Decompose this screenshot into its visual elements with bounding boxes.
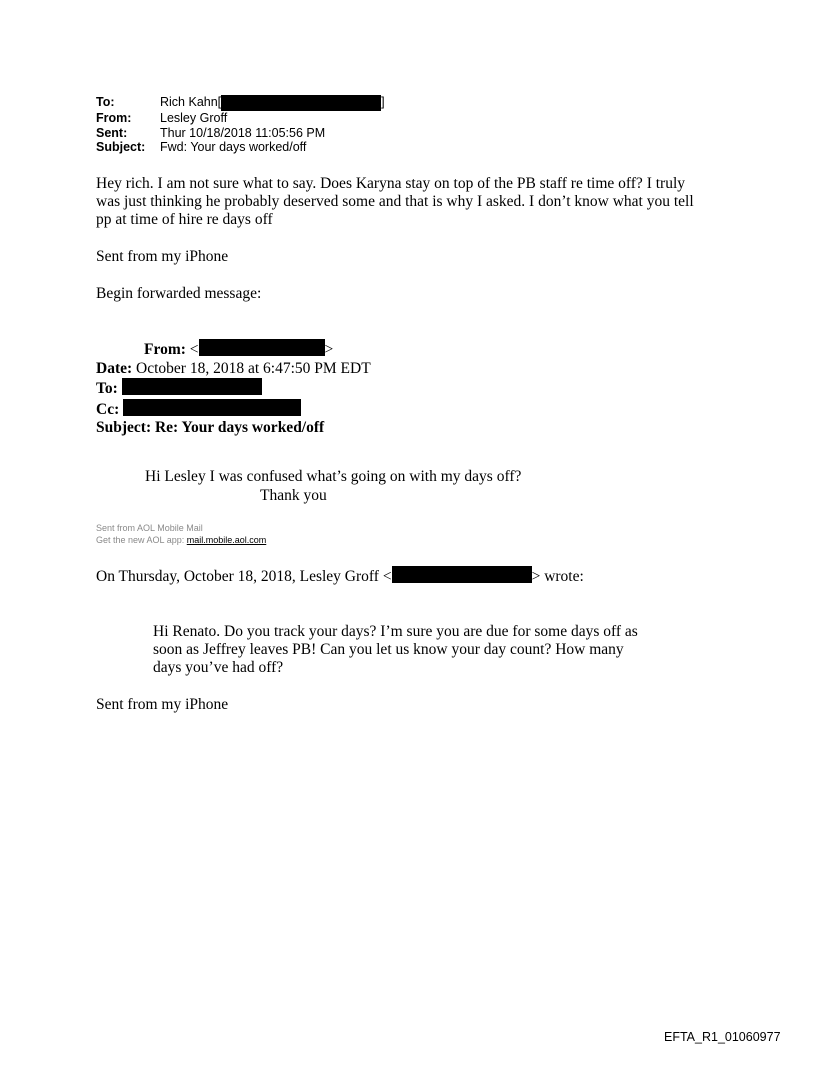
header-from-row — [96, 111, 385, 126]
begin-forwarded: Begin forwarded message: — [96, 285, 262, 302]
aol-line: Sent from AOL Mobile Mail — [96, 523, 203, 533]
fwd-from-open: < — [189, 341, 199, 358]
fwd-date-label: Date: — [96, 359, 133, 377]
aol-signature — [96, 523, 266, 546]
sent-from-iphone: Sent from my iPhone — [96, 248, 229, 265]
redaction-block — [122, 378, 262, 395]
from-value: Lesley Groff — [160, 111, 228, 125]
redaction-block — [392, 566, 532, 583]
fwd-date-row — [96, 360, 371, 379]
sent-label: Sent: — [96, 125, 128, 140]
to-value: Rich Kahn[ — [160, 95, 222, 109]
fwd-subject-value: Re: Your days worked/off — [154, 419, 325, 436]
body-line: pp at time of hire re days off — [96, 211, 273, 228]
fwd-subject-label: Subject: — [96, 419, 152, 436]
header-to-row — [96, 95, 385, 111]
sent-value: Thur 10/18/2018 11:05:56 PM — [160, 125, 326, 140]
subject-value: Fwd: Your days worked/off — [160, 140, 307, 154]
quoted-intro-prefix: On Thursday, October 18, 2018, Lesley Groff < — [96, 568, 392, 585]
fwd-cc-label: Cc: — [96, 400, 120, 418]
quoted-intro — [96, 566, 584, 586]
fwd-from-label: From: — [144, 341, 186, 358]
to-suffix: ] — [381, 95, 385, 109]
from-label: From: — [96, 111, 132, 125]
quoted-line: Hi Renato. Do you track your days? I’m sure you are due for some days off as — [153, 623, 638, 640]
fwd-to-label: To: — [96, 380, 118, 397]
quoted-line: soon as Jeffrey leaves PB! Can you let us know your day count? How many — [153, 641, 624, 658]
quoted-sent-from-iphone: Sent from my iPhone — [96, 696, 229, 713]
subject-label: Subject: — [96, 140, 146, 154]
header-subject-row — [96, 140, 385, 155]
body-paragraph — [96, 175, 694, 229]
aol-app-link[interactable]: mail.mobile.aol.com — [186, 534, 267, 545]
forwarded-header — [96, 339, 371, 438]
document-id: EFTA_R1_01060977 — [664, 1030, 781, 1044]
redaction-block — [221, 95, 381, 111]
fwd-from-row — [96, 339, 371, 360]
aol-prefix: Get the new AOL app: — [96, 534, 187, 545]
body-line: Hey rich. I am not sure what to say. Does Karyna stay on top of the PB staff re time off? I truly — [96, 175, 685, 192]
quoted-line: days you’ve had off? — [153, 659, 284, 676]
to-label: To: — [96, 95, 115, 109]
fwd-subject-row — [96, 419, 371, 438]
body-line: was just thinking he probably deserved some and that is why I asked. I don’t know what you tell — [96, 193, 694, 210]
redaction-block — [123, 399, 301, 416]
fwd-from-close: > — [324, 341, 334, 358]
email-header — [96, 95, 385, 155]
fwd-cc-row — [96, 399, 371, 420]
aol-line — [96, 535, 266, 547]
fwd-date-value: October 18, 2018 at 6:47:50 PM EDT — [136, 359, 371, 377]
redaction-block — [199, 339, 325, 356]
quoted-intro-suffix: > wrote: — [531, 568, 584, 585]
fwd-message-line: Thank you — [260, 487, 327, 504]
fwd-to-row — [96, 378, 371, 399]
quoted-message — [153, 623, 638, 677]
fwd-message-line: Hi Lesley I was confused what’s going on with my days off? — [145, 468, 522, 485]
header-sent-row — [96, 126, 385, 141]
